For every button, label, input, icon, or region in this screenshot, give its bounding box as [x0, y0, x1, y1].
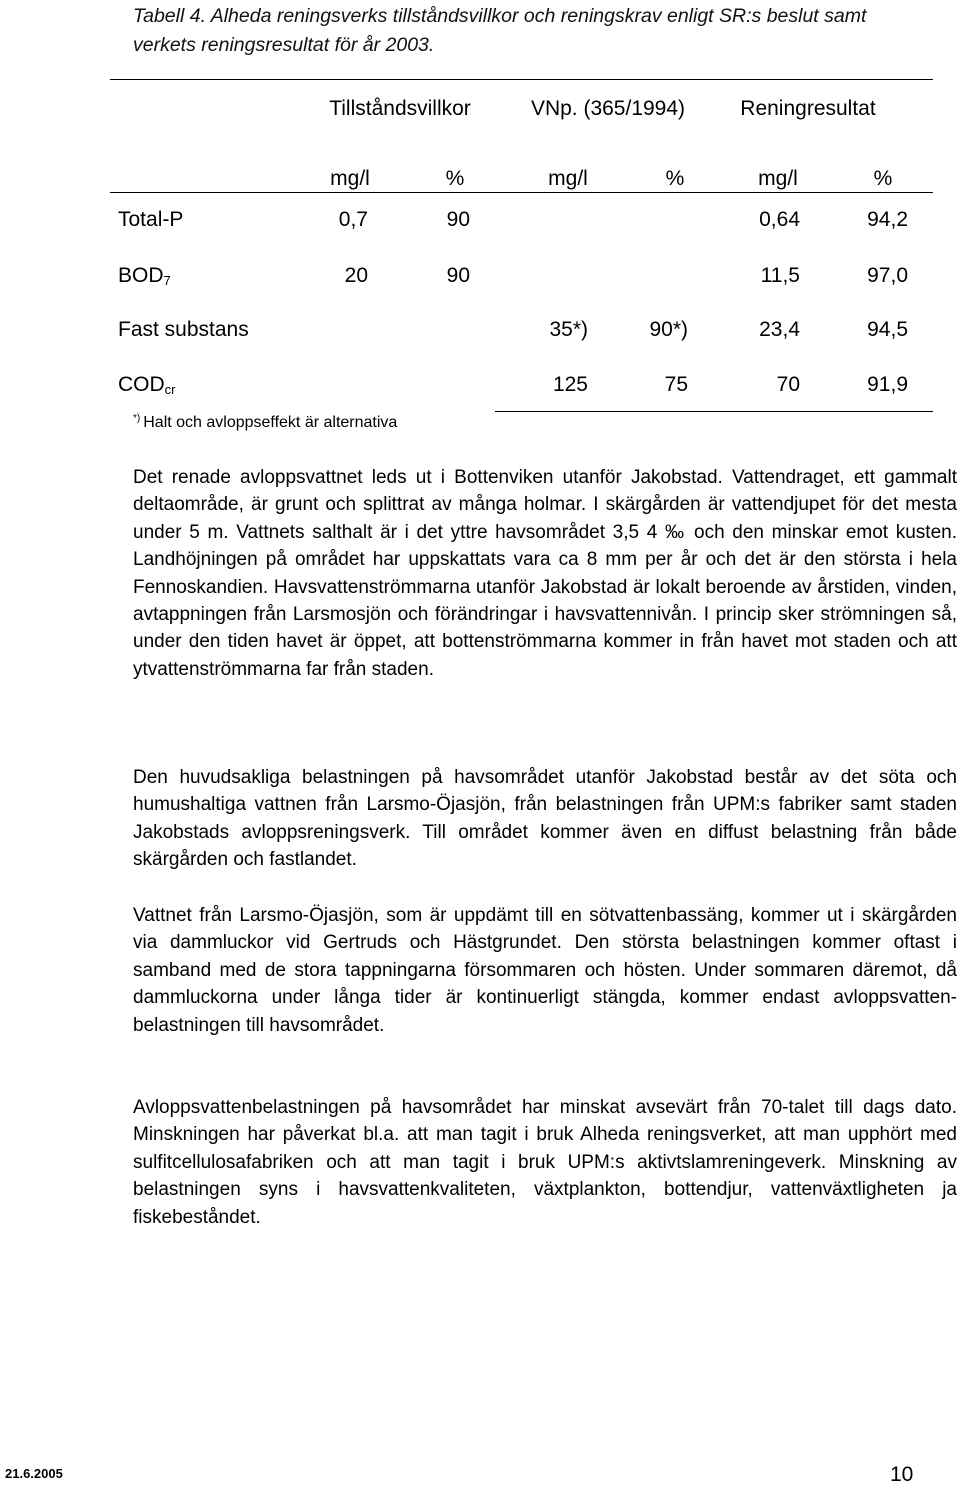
- table-cell: 94,5: [867, 318, 908, 341]
- table-row-label: [118, 372, 176, 403]
- unit-header: %: [445, 167, 465, 190]
- table-cell: 97,0: [867, 264, 908, 287]
- footer-date: 21.6.2005: [5, 1466, 63, 1481]
- header-reningresultat: Reningresultat: [740, 97, 876, 120]
- table-cell: 75: [664, 373, 688, 396]
- table-cell: 0,7: [338, 208, 368, 231]
- table-header-rule: [110, 192, 933, 193]
- table-cell: 35*): [549, 318, 588, 341]
- header-vnp: VNp. (365/1994): [530, 97, 686, 120]
- header-tillstandsvillkor: Tillståndsvillkor: [329, 97, 471, 120]
- table-bottom-rule: [495, 411, 933, 412]
- unit-header: %: [873, 167, 893, 190]
- table-cell: 125: [552, 373, 588, 396]
- table-cell: 11,5: [760, 264, 800, 287]
- param-subscript: cr: [164, 382, 176, 397]
- unit-header: mg/l: [758, 167, 798, 190]
- unit-header: %: [665, 167, 685, 190]
- table-cell: 90*): [649, 318, 688, 341]
- footnote-mark: *): [133, 413, 141, 424]
- table-row-label: [118, 263, 171, 294]
- table-footnote: [133, 408, 397, 434]
- table-cell: 90: [446, 264, 470, 287]
- table-cell: 20: [344, 264, 368, 287]
- table-caption: Tabell 4. Alheda reningsverks tillståndsvillkor och reningskrav enligt SR:s beslut samt verkets reningsresultat för år 2003.: [133, 5, 867, 56]
- body-paragraph: Vattnet från Larsmo-Öjasjön, som är uppdämt till en sötvattenbassäng, kommer ut i skärgården via dammluckor vid Gertruds och Hästgrundet. Den största belastningen kommer oftast i samband med de stora tappningarna försommaren och hösten. Under sommaren däremot, då dammluckorna under långa tider är kontinuerligt stängda, kommer endast avloppsvatten-belastningen till havsområdet.: [133, 905, 957, 1036]
- table-row-label: Total-P: [118, 208, 184, 231]
- table-cell: 70: [776, 373, 800, 396]
- param-name: BOD: [118, 264, 164, 287]
- unit-header: mg/l: [548, 167, 588, 190]
- table-cell: 91,9: [867, 373, 908, 396]
- table-cell: 23,4: [759, 318, 800, 341]
- body-paragraph: Avloppsvattenbelastningen på havsområdet har minskat avsevärt från 70-talet till dags dato. Minskningen har påverkat bl.a. att man tagit i bruk Alheda reningsverket, att man upphört med sulfitcellulosafabriken och att man tagit i bruk UPM:s aktivtslamreningeverk. Minskning av belastningen syns i havsvattenkvaliteten, växtplankton, bottendjur, vattenväxtligheten ja fiskebeståndet.: [133, 1097, 957, 1228]
- footnote-text: Halt och avloppseffekt är alternativa: [143, 414, 398, 431]
- page-number: 10: [890, 1463, 914, 1486]
- table-cell: 0,64: [759, 208, 800, 231]
- body-paragraph: Det renade avloppsvattnet leds ut i Bottenviken utanför Jakobstad. Vattendraget, ett gammalt deltaområde, är grunt och splittrat av många holmar. I skärgården är vattendjupet för det mesta under 5 m. Vattnets salthalt är i det yttre havsområdet 3,5 4 ‰ och den minskar emot kusten. Landhöjningen på området har uppskattats vara ca 8 mm per år och det är den största i hela Fennoskandien. Havsvattenströmmarna utanför Jakobstad är lokalt beroende av årstiden, vinden, avtappningen från Larsmosjön och förändringar i havsvattennivån. I princip sker strömningen så, under den tiden havet är öppet, att bottenströmmarna kommer in från havet mot staden och att ytvattenströmmarna far från staden.: [133, 467, 957, 680]
- unit-header: mg/l: [330, 167, 370, 190]
- body-paragraph: Den huvudsakliga belastningen på havsområdet utanför Jakobstad består av det söta och humushaltiga vattnen från Larsmo-Öjasjön, från belastningen från UPM:s fabriker samt staden Jakobstads avloppsreningsverk. Till området kommer även en diffust belastning från både skärgården och fastlandet.: [133, 767, 957, 871]
- table-cell: 90: [446, 208, 470, 231]
- param-subscript: 7: [163, 273, 171, 288]
- param-name: COD: [118, 373, 165, 396]
- table-cell: 94,2: [867, 208, 908, 231]
- table-row-label: Fast substans: [118, 318, 249, 341]
- table-top-rule: [110, 79, 933, 80]
